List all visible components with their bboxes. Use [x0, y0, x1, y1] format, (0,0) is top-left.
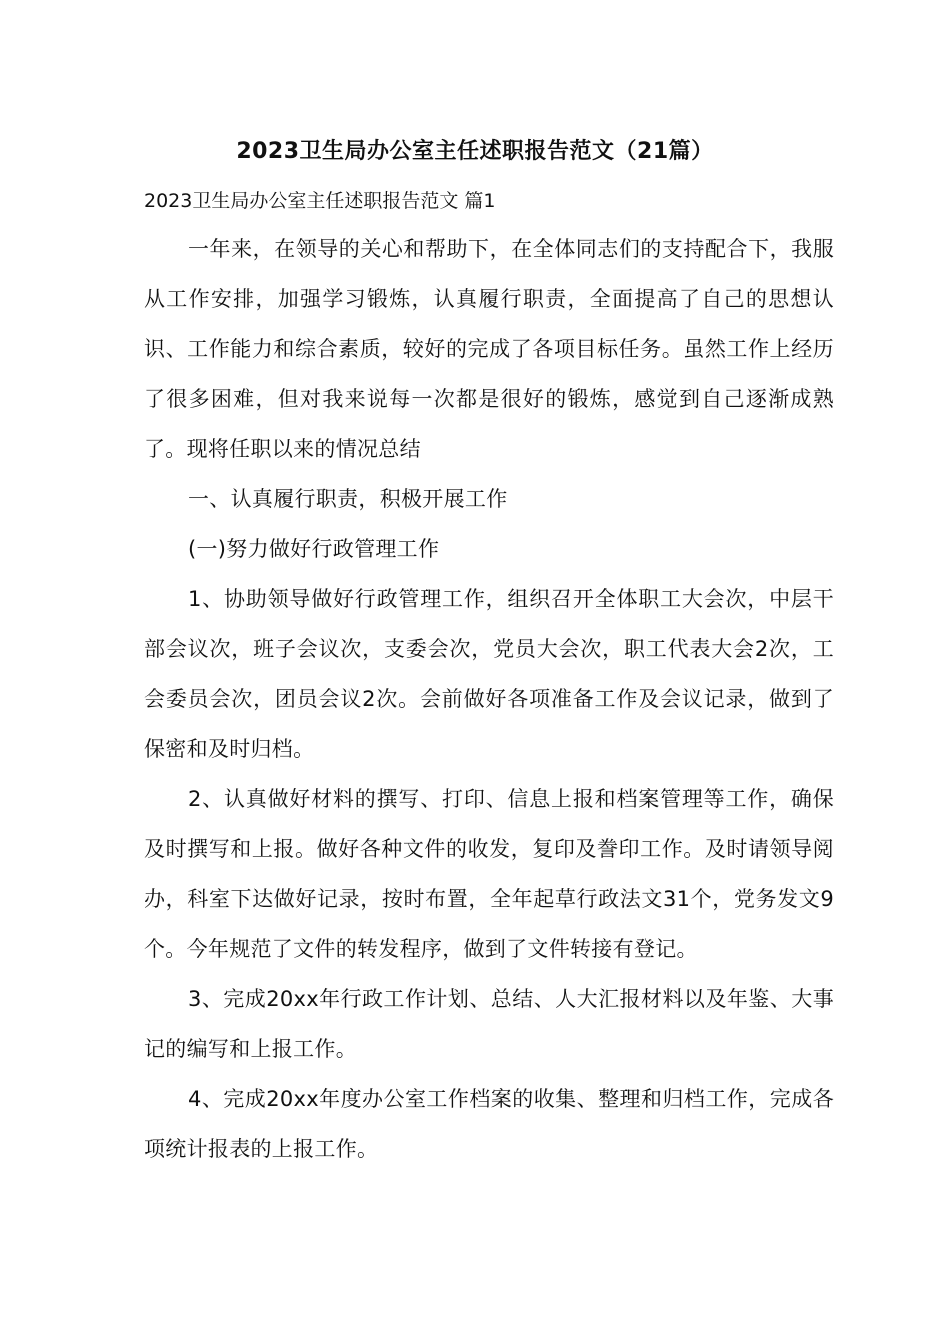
paragraph-item-1: 1、协助领导做好行政管理工作，组织召开全体职工大会次，中层干部会议次，班子会议次，支委会次，党员大会次，职工代表大会2次，工会委员会次，团员会议2次。会前做好各项准备工作及会议记录，做到了保密和及时归档。	[144, 587, 834, 761]
paragraph-item-2: 2、认真做好材料的撰写、打印、信息上报和档案管理等工作，确保及时撰写和上报。做好各种文件的收发，复印及誊印工作。及时请领导阅办，科室下达做好记录，按时布置，全年起草行政法文31个，党务发文9个。今年规范了文件的转发程序，做到了文件转接有登记。	[144, 787, 834, 961]
paragraph-intro: 一年来，在领导的关心和帮助下，在全体同志们的支持配合下，我服从工作安排，加强学习锻炼，认真履行职责，全面提高了自己的思想认识、工作能力和综合素质，较好的完成了各项目标任务。虽然工作上经历了很多困难，但对我来说每一次都是很好的锻炼，感觉到自己逐渐成熟了。现将任职以来的情况总结	[144, 237, 834, 461]
document-body	[144, 224, 834, 1174]
heading-section-1: 一、认真履行职责，积极开展工作	[188, 487, 508, 511]
document-subtitle: 2023卫生局办公室主任述职报告范文 篇1	[144, 190, 496, 212]
paragraph-item-4: 4、完成20xx年度办公室工作档案的收集、整理和归档工作，完成各项统计报表的上报工作。	[144, 1087, 834, 1161]
document-title: 2023卫生局办公室主任述职报告范文（21篇）	[236, 139, 714, 164]
heading-subsection-1: (一)努力做好行政管理工作	[188, 537, 440, 561]
paragraph-item-3: 3、完成20xx年行政工作计划、总结、人大汇报材料以及年鉴、大事记的编写和上报工作。	[144, 987, 834, 1061]
